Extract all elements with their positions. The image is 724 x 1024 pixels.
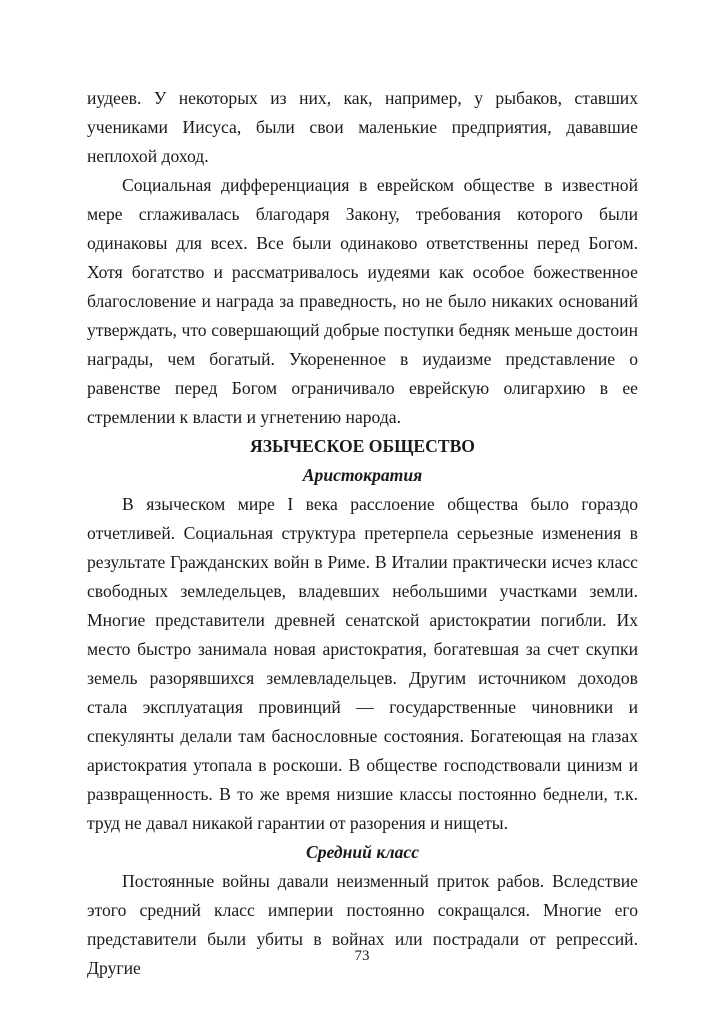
- paragraph-aristocracy: В языческом мире I века расслоение общества было гораздо отчетливей. Социальная структура претерпела серьезные изменения в результате Гражданских войн в Риме. В Италии практически исчез класс свободных земледельцев, владевших небольшими участками земли. Многие представители древней сенатской аристократии погибли. Их место быстро занимала новая аристократия, богатевшая за счет скупки земель разорявшихся землевладельцев. Другим источником доходов стала эксплуатация провинций — государственные чиновники и спекулянты делали там баснословные состояния. Богатеющая на глазах аристократия утопала в роскоши. В обществе господствовали цинизм и развращенность. В то же время низшие классы постоянно беднели, т.к. труд не давал никакой гарантии от разорения и нищеты.: [87, 494, 638, 833]
- paragraph-social-differentiation: Социальная дифференциация в еврейском обществе в известной мере сглаживалась благодаря Закону, требования которого были одинаковы для всех. Все были одинаково ответственны перед Богом. Хотя богатство и рассматривалось иудеями как особое божественное благословение и награда за праведность, но не было никаких оснований утверждать, что совершающий добрые поступки бедняк меньше достоин награды, чем богатый. Укорененное в иудаизме представление о равенстве перед Богом ограничивало еврейскую олигархию в ее стремлении к власти и угнетению народа.: [87, 175, 638, 427]
- page-body: [87, 84, 638, 983]
- subsection-heading-middle-class: Средний класс: [305, 842, 420, 862]
- page-number: 73: [354, 948, 370, 964]
- paragraph-middle-class: Постоянные войны давали неизменный приток рабов. Вследствие этого средний класс империи постоянно сокращался. Многие его представители были убиты в войнах или пострадали от репрессий. Другие: [87, 871, 638, 978]
- paragraph-intro-continuation: иудеев. У некоторых из них, как, например, у рыбаков, ставших учениками Иисуса, были свои маленькие предприятия, дававшие неплохой доход.: [87, 88, 638, 166]
- section-heading: ЯЗЫЧЕСКОЕ ОБЩЕСТВО: [250, 436, 475, 456]
- subsection-heading-aristocracy: Аристократия: [302, 465, 423, 485]
